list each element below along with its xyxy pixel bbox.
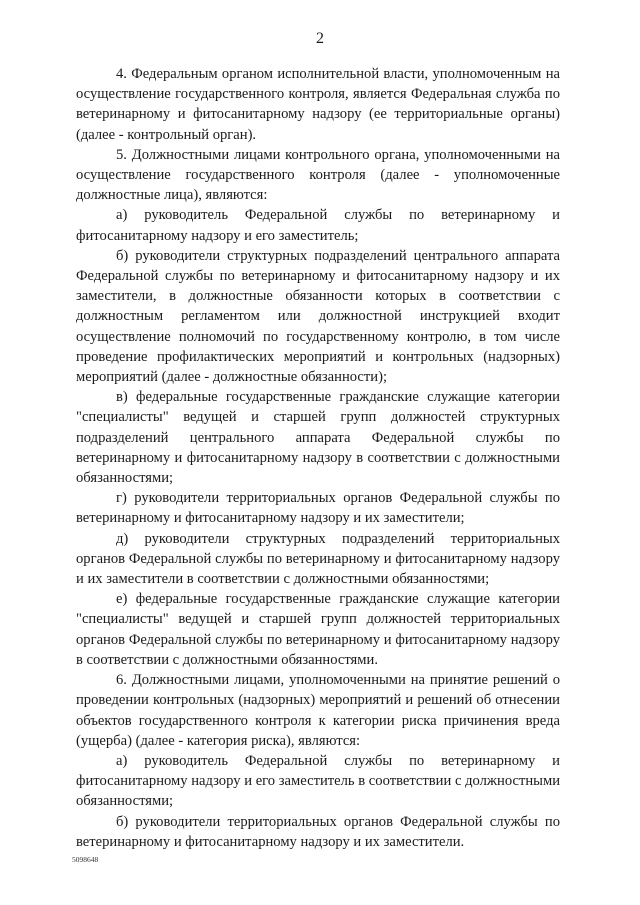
paragraph-4: 4. Федеральным органом исполнительной власти, уполномоченным на осуществление государственного контроля, является Федеральная служба по ветеринарному и фитосанитарному надзору (ее территориальные органы) (далее - контрольный орган). xyxy=(76,66,560,143)
paragraph-5g: г) руководители территориальных органов Федеральной службы по ветеринарному и фитосанитарному надзору и их заместители; xyxy=(76,490,560,527)
paragraph-5: 5. Должностными лицами контрольного органа, уполномоченными на осуществление государственного контроля (далее - уполномоченные должностные лица), являются: xyxy=(76,146,560,204)
paragraph-6: 6. Должностными лицами, уполномоченными на принятие решений о проведении контрольных (надзорных) мероприятий и решений об отнесении объектов государственного контроля к категории риска причинения вреда (ущерба) (далее - категория риска), являются: xyxy=(76,672,560,749)
paragraph-5v: в) федеральные государственные гражданские служащие категории "специалисты" ведущей и старшей групп должностей структурных подразделений центрального аппарата Федеральной службы по ветеринарному и фитосанитарному надзору в соответствии с должностными обязанностями; xyxy=(76,389,560,487)
document-code: 5098648 xyxy=(72,855,99,864)
paragraph-5a: а) руководитель Федеральной службы по ветеринарному и фитосанитарному надзору и его заместитель; xyxy=(76,207,560,244)
paragraph-5e: е) федеральные государственные гражданские служащие категории "специалисты" ведущей и старшей групп должностей территориальных органов Федеральной службы по ветеринарному и фитосанитарному надзору в соответствии с должностными обязанностями. xyxy=(76,591,560,668)
page-number: 2 xyxy=(316,30,324,47)
paragraph-6a: а) руководитель Федеральной службы по ветеринарному и фитосанитарному надзору и его заместитель в соответствии с должностными обязанностями; xyxy=(76,752,560,810)
paragraph-5b: б) руководители структурных подразделений центрального аппарата Федеральной службы по ветеринарному и фитосанитарному надзору и их заместители, в должностные обязанности которых в соответствии с должностным регламентом или должностной инструкцией входит осуществление полномочий по государственному контролю, в том числе проведение профилактических мероприятий и контрольных (надзорных) мероприятий (далее - должностные обязанности); xyxy=(76,247,560,386)
document-body xyxy=(76,64,560,852)
paragraph-6b: б) руководители территориальных органов Федеральной службы по ветеринарному и фитосанитарному надзору и их заместители. xyxy=(76,813,560,850)
paragraph-5d: д) руководители структурных подразделений территориальных органов Федеральной службы по ветеринарному и фитосанитарному надзору и их заместители в соответствии с должностными обязанностями; xyxy=(76,530,560,588)
